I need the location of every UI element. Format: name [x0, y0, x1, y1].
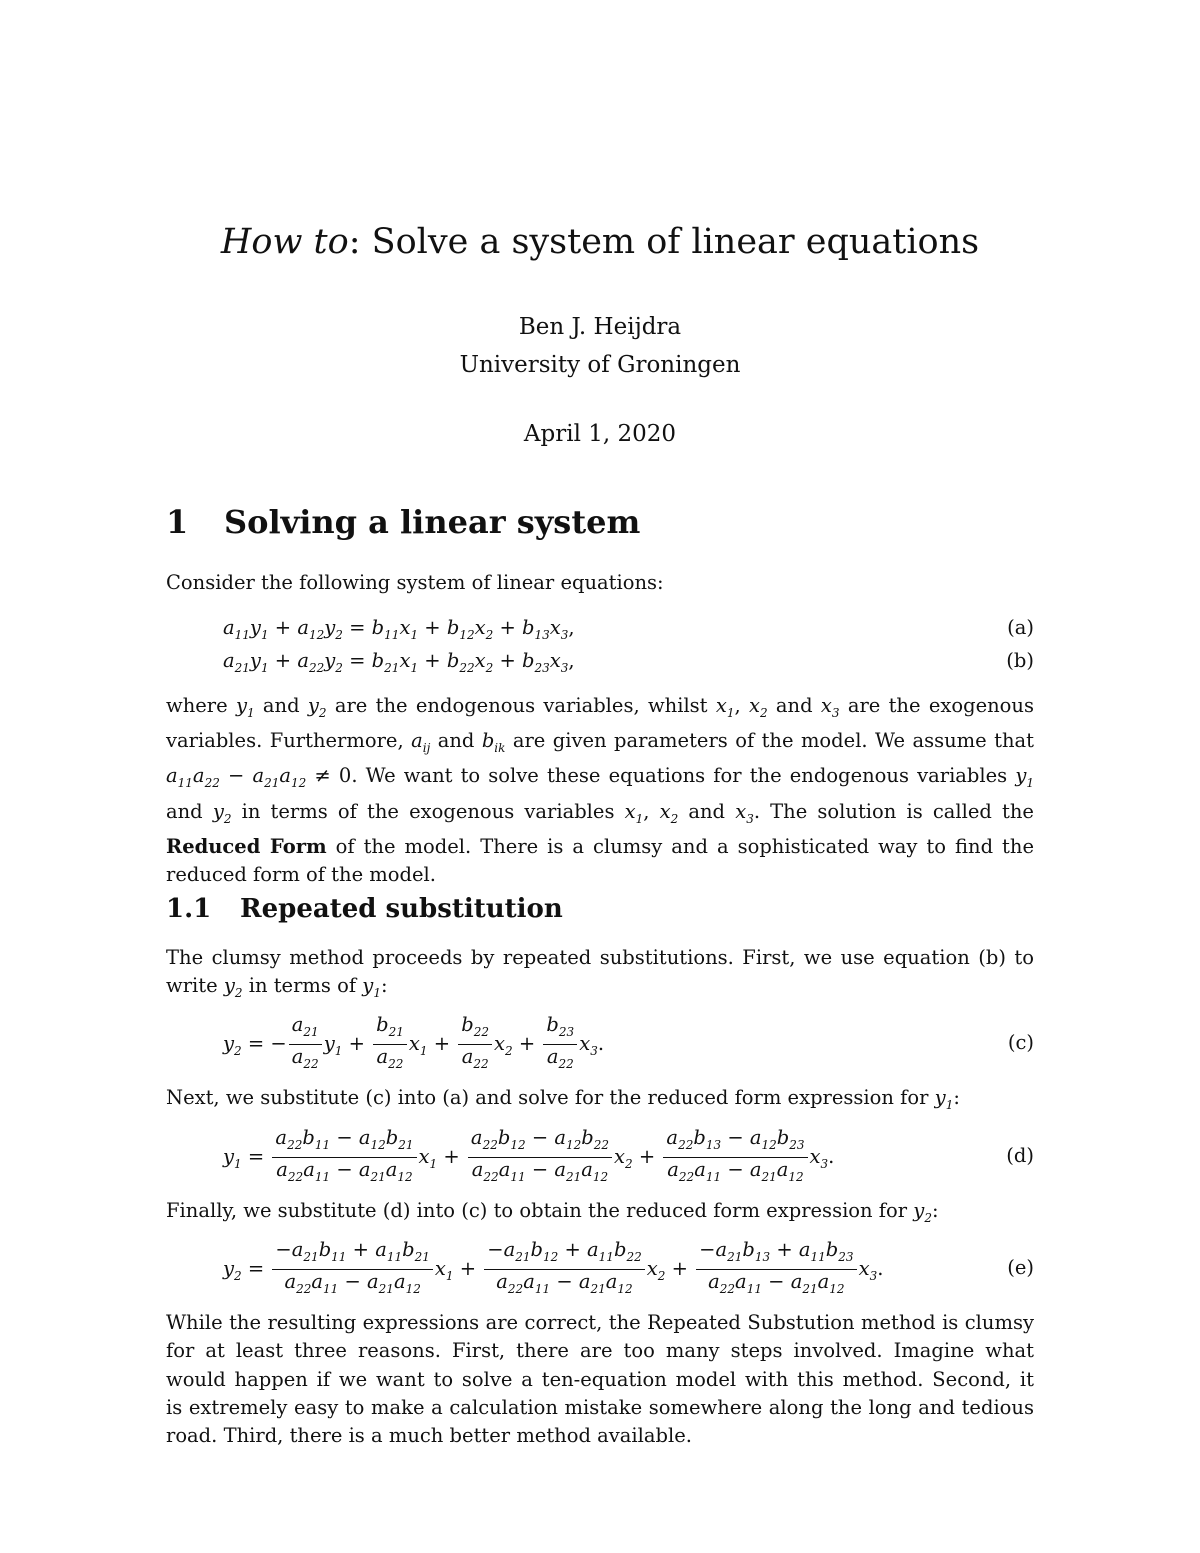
para2-line1: The clumsy method proceeds by repeated substitutions. First, we use equation (b) to	[166, 946, 1034, 969]
equation-c: $y_2$ = − $\frac{a_{21}}{a_{22}}$ $y_1$ + $\frac{b_{21}}{a_{22}}$ $x_1$ + $\frac{b_{22}}{a_{22}}$ $x_2$ + $\frac{b_{23}}{a_{22}}$ $x_3$.	[223, 1013, 605, 1071]
para4-line1: Finally, we substitute (d) into (c) to obtain the reduced form expression for $y_2$:	[166, 1199, 939, 1225]
para5-line4: is extremely easy to make a calculation mistake somewhere along the long and tedious	[166, 1395, 1034, 1419]
subsection-number: 1.1	[166, 894, 212, 924]
para3-line1: Next, we substitute (c) into (a) and solve for the reduced form expression for $y_1$:	[166, 1086, 960, 1112]
author-name: Ben J. Heijdra	[518, 314, 682, 340]
paragraph-finally	[166, 1197, 1034, 1232]
para2-line2: write $y_2$ in terms of $y_1$:	[166, 974, 388, 1001]
title-rest: : Solve a system of linear equations	[348, 222, 980, 262]
para1-line2: variables. Furthermore, $a_{ij}$ and $b_{ik}$ are given parameters of the model. We assume that	[166, 729, 1034, 756]
para1-line3: $a_{11}a_{22} - a_{21}a_{12} \ne 0$. We want to solve these equations for the endogenous variables $y_1$	[166, 764, 1035, 791]
equation-d: $y_1$ = $\frac{a_{22}b_{11} - a_{12}b_{21}}{a_{22}a_{11} - a_{21}a_{12}}$ $x_1$ + $\frac{a_{22}b_{12} - a_{12}b_{22}}{a_{22}a_{11} - a_{21}a_{12}}$ $x_2$ + $\frac{a_{22}b_{13} - a_{12}b_{23}}{a_{22}a_{11} - a_{21}a_{12}}$ $x_3$.	[223, 1126, 835, 1184]
document-title	[0, 222, 1200, 262]
subsection-title: Repeated substitution	[240, 894, 563, 924]
paragraph-definitions	[166, 692, 1034, 889]
section-number: 1	[166, 503, 189, 541]
para1-line4: and $y_2$ in terms of the exogenous variables $x_1$, $x_2$ and $x_3$. The solution is called the	[166, 799, 1034, 826]
para1-line5: Reduced Form of the model. There is a clumsy and a sophisticated way to find the	[166, 834, 1034, 858]
equation-a-label: (a)	[1007, 616, 1034, 639]
author-affiliation: University of Groningen	[459, 352, 741, 378]
para5-line2: for at least three reasons. First, there are too many steps involved. Imagine what	[166, 1339, 1034, 1363]
title-italic: How to	[220, 222, 349, 262]
paragraph-conclusion	[166, 1309, 1034, 1450]
equation-c-label: (c)	[1007, 1031, 1034, 1054]
reduced-form-term: Reduced Form	[166, 834, 327, 858]
intro-paragraph	[166, 569, 1034, 597]
section-heading	[166, 503, 640, 541]
intro-text: Consider the following system of linear equations:	[166, 571, 664, 594]
equation-e-label: (e)	[1007, 1256, 1034, 1279]
para5-line3: would happen if we want to solve a ten-equation model with this method. Second, it	[166, 1367, 1034, 1391]
equation-d-label: (d)	[1006, 1144, 1034, 1167]
paragraph-clumsy-method	[166, 944, 1034, 1007]
equation-e: $y_2$ = $\frac{-a_{21}b_{11} + a_{11}b_{21}}{a_{22}a_{11} - a_{21}a_{12}}$ $x_1$ + $\frac{-a_{21}b_{12} + a_{11}b_{22}}{a_{22}a_{11} - a_{21}a_{12}}$ $x_2$ + $\frac{-a_{21}b_{13} + a_{11}b_{23}}{a_{22}a_{11} - a_{21}a_{12}}$ $x_3$.	[223, 1238, 884, 1296]
equation-a: $a_{11}y_1 + a_{12}y_2 = b_{11}x_1 + b_{12}x_2 + b_{13}x_3$,	[223, 616, 575, 642]
equation-b-label: (b)	[1006, 649, 1034, 672]
equation-b: $a_{21}y_1 + a_{22}y_2 = b_{21}x_1 + b_{22}x_2 + b_{23}x_3$,	[223, 649, 575, 675]
paragraph-next	[166, 1084, 1034, 1119]
document-date: April 1, 2020	[523, 421, 677, 447]
para5-line1: While the resulting expressions are correct, the Repeated Substution method is clumsy	[166, 1311, 1034, 1334]
para1-line1: where $y_1$ and $y_2$ are the endogenous variables, whilst $x_1$, $x_2$ and $x_3$ are the exogenous	[166, 694, 1034, 720]
para1-line6: reduced form of the model.	[166, 863, 436, 887]
para5-line5: road. Third, there is a much better method available.	[166, 1424, 692, 1448]
subsection-heading	[166, 894, 563, 924]
section-title: Solving a linear system	[224, 503, 641, 541]
